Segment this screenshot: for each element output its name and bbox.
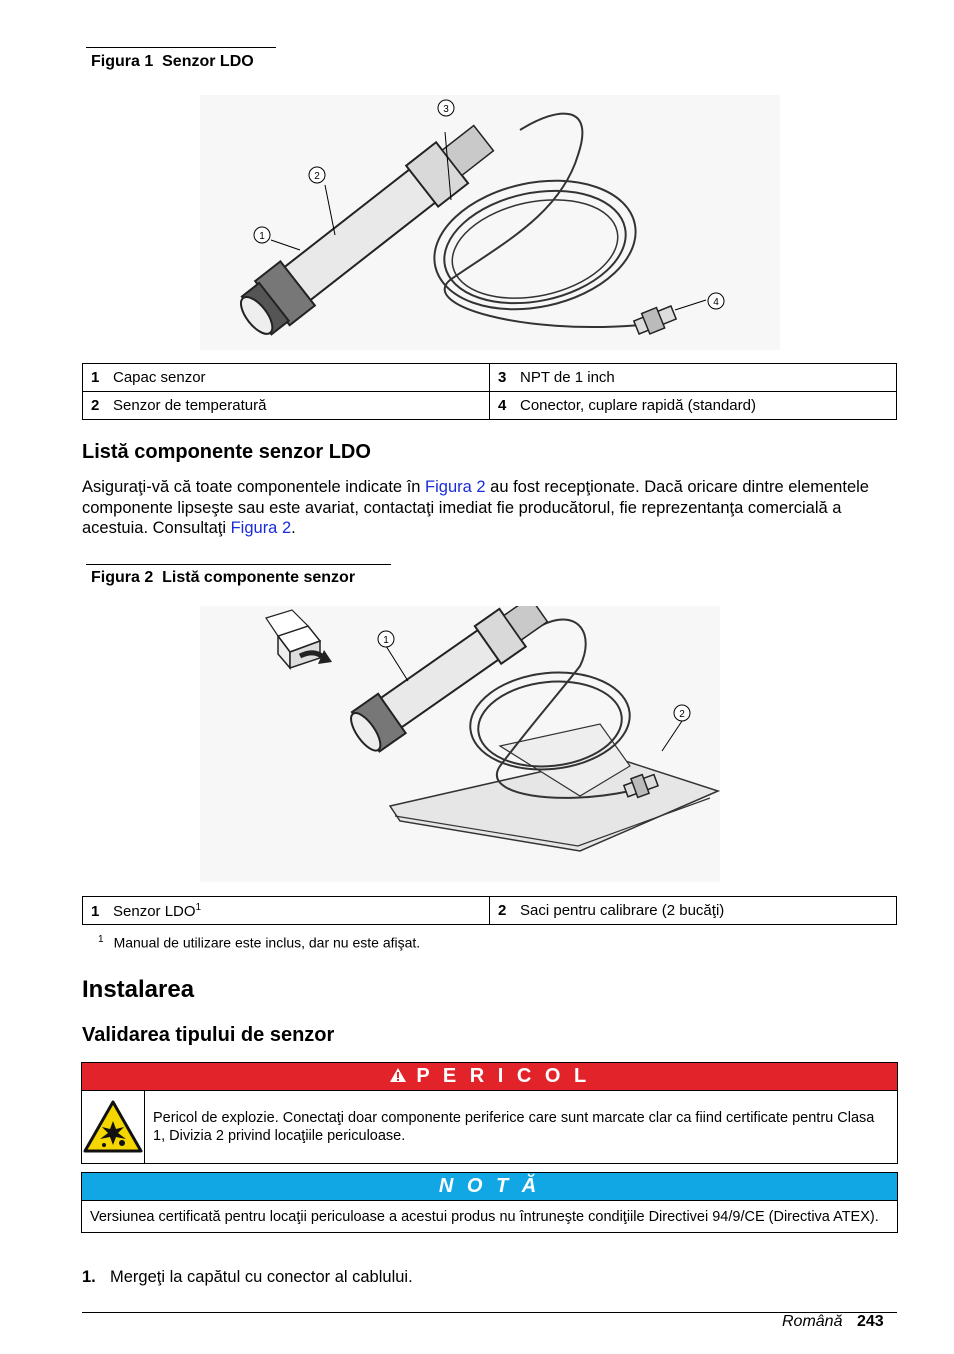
legend-cell: 2 Senzor de temperatură	[83, 392, 490, 420]
page-number: 243	[856, 1313, 884, 1330]
step-item	[82, 1268, 413, 1287]
figure2-footnote	[98, 934, 420, 951]
figure1-legend-table	[82, 363, 897, 420]
legend-cell: 3 NPT de 1 inch	[490, 364, 897, 392]
figure2-link[interactable]: Figura 2	[230, 519, 292, 537]
footer-rule	[82, 1312, 897, 1313]
figure2-callout-2	[674, 705, 690, 721]
note-header: N O T Ă	[82, 1173, 897, 1201]
footer-language: Română	[782, 1313, 843, 1330]
svg-text:2: 2	[679, 709, 685, 720]
figure2-link[interactable]: Figura 2	[425, 478, 486, 496]
figure2-legend-table	[82, 896, 897, 925]
legend-cell: 1 Senzor LDO$^1$	[83, 897, 490, 925]
svg-text:3: 3	[443, 104, 449, 115]
danger-header	[82, 1063, 897, 1091]
figure1-callout-1	[254, 227, 270, 243]
figure2-callout-1	[378, 631, 394, 647]
figure1-callout-3	[438, 100, 454, 116]
paragraph-text: Asiguraţi-vă că toate componentele indicate în	[82, 478, 426, 496]
svg-text:4: 4	[713, 297, 719, 308]
section-heading-component-list: Listă componente senzor LDO	[82, 441, 371, 463]
figure2-caption: Figura 2 Listă componente senzor	[91, 569, 356, 586]
svg-text:1: 1	[259, 231, 265, 242]
paragraph-text: .	[291, 519, 296, 537]
figure2-caption-rule	[86, 564, 391, 565]
explosion-warning-icon	[82, 1099, 144, 1155]
svg-text:2: 2	[314, 171, 320, 182]
danger-text: Pericol de explozie. Conectaţi doar componente periferice care sunt marcate clar ca fiind certificate pentru Clasa 1, Divizia 2 privind locaţiile periculoase.	[153, 1110, 875, 1144]
danger-title: P E R I C O L	[416, 1065, 591, 1087]
page-footer	[782, 1313, 884, 1331]
figure2-components-illustration	[200, 606, 720, 882]
svg-text:1: 1	[383, 635, 389, 646]
footnote-ref: 1	[195, 901, 202, 913]
figure1-callout-4	[708, 293, 724, 309]
figure1-sensor-illustration	[200, 95, 780, 350]
note-text: Versiunea certificată pentru locaţii periculoase a acestui produs nu întruneşte condiţiile Directivei 94/9/CE (Directiva ATEX).	[90, 1209, 879, 1225]
table-row	[83, 392, 897, 420]
legend-cell: 1 Capac senzor	[83, 364, 490, 392]
component-list-paragraph	[82, 477, 882, 539]
explosion-icon-cell	[82, 1091, 145, 1163]
paragraph-text: au fost recepţionate. Dacă oricare dintre elementele componente lipseşte sau este avariat, contactaţi imediat fie producătorul, fie reprezentanţa comercială a acestuia. Consultaţi	[82, 478, 869, 537]
figure1-caption-rule	[86, 47, 276, 48]
footnote-text: Manual de utilizare este inclus, dar nu este afişat.	[113, 934, 421, 951]
warning-triangle-icon	[389, 1064, 407, 1091]
step-text: Mergeţi la capătul cu conector al cablului.	[110, 1268, 413, 1286]
legend-cell: 2 Saci pentru calibrare (2 bucăţi)	[490, 897, 897, 925]
figure1-callout-2	[309, 167, 325, 183]
footnote-mark: 1	[98, 934, 104, 945]
note-box	[81, 1172, 898, 1233]
danger-box	[81, 1062, 898, 1164]
figure1-caption: Figura 1 Senzor LDO	[91, 53, 254, 70]
step-number: 1.	[82, 1268, 96, 1286]
table-row	[83, 364, 897, 392]
section-heading-installation: Instalarea	[82, 976, 195, 1003]
legend-cell: 4 Conector, cuplare rapidă (standard)	[490, 392, 897, 420]
section-heading-sensor-validation: Validarea tipului de senzor	[82, 1024, 335, 1046]
table-row	[83, 897, 897, 925]
